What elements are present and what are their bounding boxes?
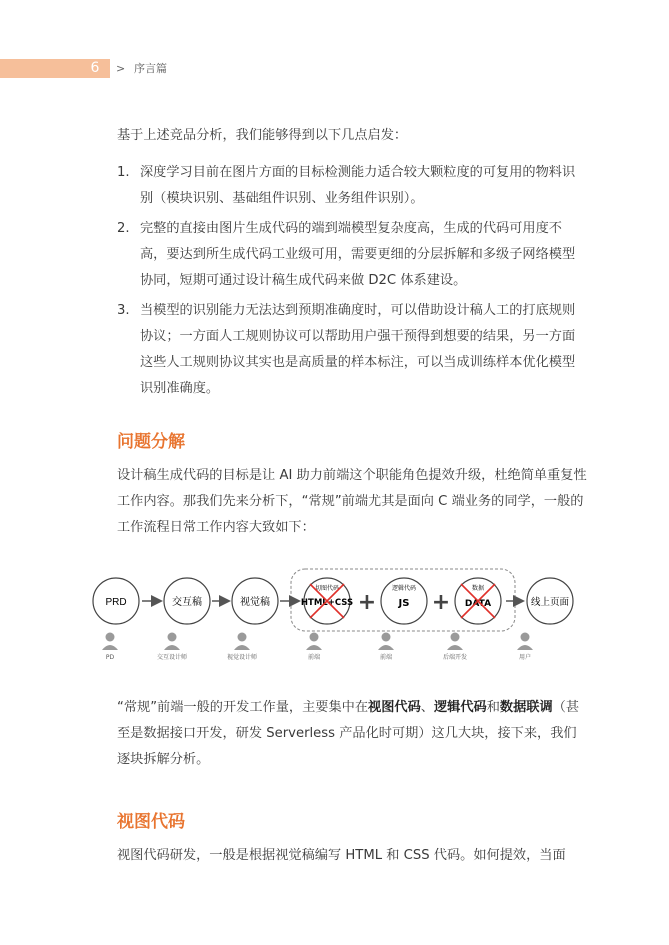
list-item (117, 298, 587, 402)
person-icon (517, 633, 533, 651)
role-label: 前端 (379, 654, 393, 661)
node-label: 视觉稿 (240, 597, 270, 608)
role-label: 用户 (518, 654, 532, 661)
list-item (117, 216, 587, 294)
role-label: 视觉设计师 (226, 654, 258, 661)
list-item (117, 160, 587, 212)
list-text: 深度学习目前在图片方面的目标检测能力适合较大颗粒度的可复用的物料识别（模块识别、基础组件识别、业务组件识别）。 (140, 165, 576, 206)
plus-icon: + (431, 590, 451, 615)
heading-problem-decomposition: 问题分解 (117, 432, 185, 452)
node-label: DATA (464, 599, 492, 609)
paragraph-workflow: 设计稿生成代码的目标是让 AI 助力前端这个职能角色提效升级，杜绝简单重复性工作内容。那我们先来分析下，“常规”前端尤其是面向 C 端业务的同学，一般的工作流程日常工作内容大致如下： (117, 468, 587, 535)
page-number: 6 (90, 60, 100, 76)
node-label: 交互稿 (172, 597, 202, 608)
role-label: 交互设计师 (156, 654, 188, 661)
person-icon (164, 633, 180, 651)
node-label: HTML+CSS (300, 598, 354, 608)
node-interaction (164, 578, 210, 624)
section-name: 序言篇 (134, 62, 167, 75)
role-label: PD (105, 654, 115, 661)
node-visual (232, 578, 278, 624)
list-number: 3. (117, 303, 130, 318)
text: 、 (420, 700, 434, 715)
person-icon (102, 633, 118, 651)
list-text: 完整的直接由图片生成代码的端到端模型复杂度高，生成的代码可用度不高，要达到所生成代码工业级可用，需要更细的分层拆解和多级子网络模型协同，短期可通过设计稿生成代码来做 D2C 体系建设。 (140, 221, 576, 288)
emphasis-data-integration: 数据联调 (499, 700, 553, 715)
node-online-page (527, 578, 573, 624)
list-number: 1. (117, 165, 130, 180)
workflow-diagram (88, 563, 588, 673)
node-label: PRD (105, 597, 127, 608)
person-icon (234, 633, 250, 651)
node-tag: 切图代码 (314, 585, 340, 592)
intro-paragraph: 基于上述竞品分析，我们能够得到以下几点启发： (117, 128, 408, 143)
node-tag: 逻辑代码 (391, 585, 417, 592)
role-label: 后端开发 (442, 654, 468, 661)
plus-icon: + (357, 590, 377, 615)
paragraph-view-code: 视图代码研发，一般是根据视觉稿编写 HTML 和 CSS 代码。如何提效，当面 (117, 848, 566, 863)
node-tag: 数据 (471, 585, 485, 592)
text: 和 (486, 700, 500, 715)
text: “常规”前端一般的开发工作量，主要集中在 (117, 700, 369, 715)
node-prd (93, 578, 139, 624)
list-text: 当模型的识别能力无法达到预期准确度时，可以借助设计稿人工的打底规则协议；一方面人工规则协议可以帮助用户强干预得到想要的结果，另一方面这些人工规则协议其实也是高质量的样本标注，可以当成训练样本优化模型识别准确度。 (140, 303, 576, 396)
heading-view-code: 视图代码 (117, 812, 185, 832)
role-label: 前端 (307, 654, 321, 661)
node-js (381, 578, 427, 624)
node-label: JS (398, 598, 410, 609)
person-icon (306, 633, 322, 651)
person-icon (447, 633, 463, 651)
emphasis-view-code: 视图代码 (368, 700, 421, 715)
node-label: 线上页面 (530, 597, 570, 608)
paragraph-workload (117, 695, 587, 773)
person-icon (378, 633, 394, 651)
node-data (455, 578, 501, 624)
chevron-right-icon: > (116, 62, 126, 75)
node-html-css (301, 578, 353, 624)
text: （甚至是数据接口开发，研发 Serverless 产品化时可期）这几大块，接下来，我们逐块拆解分析。 (117, 700, 580, 767)
emphasis-logic-code: 逻辑代码 (433, 700, 487, 715)
list-number: 2. (117, 221, 130, 236)
insight-list (117, 160, 587, 406)
